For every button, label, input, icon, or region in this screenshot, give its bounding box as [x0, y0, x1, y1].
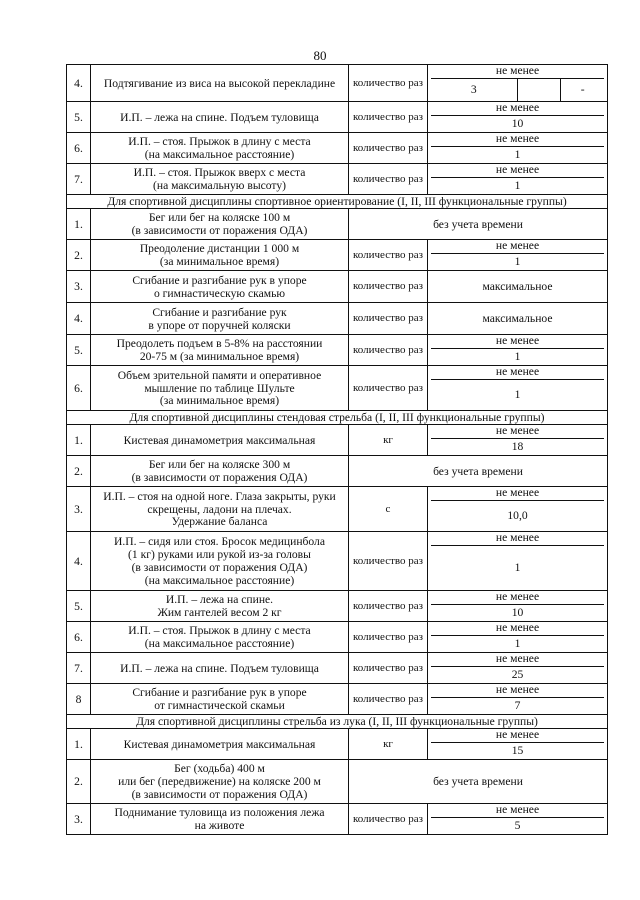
norm-value-box	[431, 532, 604, 590]
row-number: 8	[67, 684, 91, 715]
norm-qualifier: не менее	[431, 804, 604, 818]
table-row	[67, 729, 608, 760]
norm-value	[428, 591, 608, 622]
norm-qualifier: не менее	[431, 133, 604, 147]
exercise-name: Бег или бег на коляске 100 м (в зависимости от поражения ОДА)	[91, 209, 349, 240]
norm-number: 10	[511, 605, 524, 619]
unit-cell: количество раз	[349, 653, 428, 684]
exercise-name: И.П. – стоя. Прыжок в длину с места (на максимальное расстояние)	[91, 133, 349, 164]
row-number: 1.	[67, 209, 91, 240]
norm-value-box	[431, 804, 604, 834]
norm-number: 25	[511, 667, 524, 681]
norm-value-box	[431, 591, 604, 621]
norm-number: 1	[514, 560, 521, 574]
norm-value	[428, 532, 608, 591]
norm-number: 7	[514, 698, 521, 712]
exercise-name: Преодоление дистанции 1 000 м (за минимальное время)	[91, 240, 349, 271]
section-heading: Для спортивной дисциплины спортивное ориентирование (I, II, III функциональные группы)	[67, 195, 608, 209]
unit-cell: количество раз	[349, 65, 428, 102]
norm-value-box	[431, 102, 604, 132]
norm-number: 15	[511, 743, 524, 757]
norm-value-box	[431, 133, 604, 163]
exercise-name: Сгибание и разгибание рук в упоре от гимнастической скамьи	[91, 684, 349, 715]
row-number: 6.	[67, 133, 91, 164]
table-row	[67, 456, 608, 487]
norm-value	[428, 622, 608, 653]
row-number: 6.	[67, 622, 91, 653]
table-row	[67, 591, 608, 622]
section-row	[67, 195, 608, 209]
exercise-name: Бег или бег на коляске 300 м (в зависимости от поражения ОДА)	[91, 456, 349, 487]
unit-cell: количество раз	[349, 102, 428, 133]
table-row	[67, 164, 608, 195]
norm-qualifier: не менее	[431, 487, 604, 501]
unit-cell: количество раз	[349, 240, 428, 271]
norm-number-empty	[517, 79, 561, 101]
norm-value-wide: без учета времени	[349, 209, 608, 240]
table-row	[67, 102, 608, 133]
norm-value-box	[431, 487, 604, 531]
table-row	[67, 622, 608, 653]
table-row	[67, 760, 608, 804]
norm-qualifier: не менее	[431, 591, 604, 605]
norm-number-extra: -	[560, 79, 604, 101]
norm-value	[428, 366, 608, 411]
norm-number: 1	[514, 636, 521, 650]
norm-number: 10,0	[507, 508, 528, 522]
norm-qualifier: не менее	[431, 622, 604, 636]
norm-value: максимальное	[428, 303, 608, 335]
exercise-name: И.П. – стоя. Прыжок в длину с места (на максимальное расстояние)	[91, 622, 349, 653]
row-number: 1.	[67, 425, 91, 456]
norm-value	[428, 164, 608, 195]
table-row	[67, 487, 608, 532]
row-number: 3.	[67, 487, 91, 532]
norm-number: 18	[511, 439, 524, 453]
unit-cell: количество раз	[349, 271, 428, 303]
norm-number: 5	[514, 818, 521, 832]
norm-number: 1	[514, 349, 521, 363]
exercise-name: Подтягивание из виса на высокой перекладине	[91, 65, 349, 102]
exercise-name: Объем зрительной памяти и оперативное мышление по таблице Шульте (за минимальное время)	[91, 366, 349, 411]
row-number: 7.	[67, 653, 91, 684]
table-row	[67, 133, 608, 164]
norm-qualifier: не менее	[431, 425, 604, 439]
table-row	[67, 366, 608, 411]
norm-qualifier: не менее	[431, 729, 604, 743]
table-row	[67, 209, 608, 240]
unit-cell: количество раз	[349, 133, 428, 164]
norm-qualifier: не менее	[431, 240, 604, 254]
norm-number: 10	[511, 116, 524, 130]
norm-qualifier: не менее	[431, 335, 604, 349]
norm-value	[428, 240, 608, 271]
exercise-name: И.П. – лежа на спине. Подъем туловища	[91, 653, 349, 684]
norm-value	[428, 425, 608, 456]
norm-value	[428, 653, 608, 684]
norm-value-wide: без учета времени	[349, 456, 608, 487]
exercise-name: Кистевая динамометрия максимальная	[91, 425, 349, 456]
exercise-name: Сгибание и разгибание рук в упоре от поручней коляски	[91, 303, 349, 335]
table-row	[67, 425, 608, 456]
norm-number: 1	[514, 254, 521, 268]
unit-cell: количество раз	[349, 684, 428, 715]
exercise-name: Бег (ходьба) 400 м или бег (передвижение) на коляске 200 м (в зависимости от поражения ОДА)	[91, 760, 349, 804]
unit-cell: с	[349, 487, 428, 532]
table-row	[67, 240, 608, 271]
norm-value	[428, 335, 608, 366]
norm-value-box	[431, 729, 604, 759]
norm-qualifier: не менее	[431, 653, 604, 667]
exercise-name: И.П. – стоя на одной ноге. Глаза закрыты, руки скрещены, ладони на плечах. Удержание баланса	[91, 487, 349, 532]
unit-cell: кг	[349, 729, 428, 760]
norm-value	[428, 804, 608, 835]
unit-cell: количество раз	[349, 366, 428, 411]
row-number: 2.	[67, 240, 91, 271]
norm-number: 1	[514, 147, 521, 161]
norm-value-box	[431, 164, 604, 194]
norm-number: 1	[514, 387, 521, 401]
row-number: 6.	[67, 366, 91, 411]
norm-value-box	[431, 335, 604, 365]
unit-cell: количество раз	[349, 532, 428, 591]
norm-qualifier: не менее	[431, 532, 604, 546]
norm-value	[428, 102, 608, 133]
exercise-name: Сгибание и разгибание рук в упоре о гимнастическую скамью	[91, 271, 349, 303]
row-number: 5.	[67, 591, 91, 622]
table-row	[67, 653, 608, 684]
exercise-name: Кистевая динамометрия максимальная	[91, 729, 349, 760]
row-number: 5.	[67, 102, 91, 133]
table-row	[67, 65, 608, 102]
unit-cell: количество раз	[349, 164, 428, 195]
row-number: 4.	[67, 532, 91, 591]
section-row	[67, 411, 608, 425]
unit-cell: кг	[349, 425, 428, 456]
unit-cell: количество раз	[349, 591, 428, 622]
row-number: 4.	[67, 303, 91, 335]
norm-split	[431, 79, 604, 101]
standards-table-body	[67, 65, 608, 835]
exercise-name: И.П. – сидя или стоя. Бросок медицинбола (1 кг) руками или рукой из-за головы (в зависимости от поражения ОДА) (на максимальное расстояние)	[91, 532, 349, 591]
page-number: 80	[313, 48, 327, 63]
norm-number	[431, 79, 604, 101]
norm-number: 1	[514, 178, 521, 192]
table-row	[67, 684, 608, 715]
table-row	[67, 271, 608, 303]
norm-value-box	[431, 653, 604, 683]
norm-qualifier: не менее	[431, 164, 604, 178]
exercise-name: И.П. – стоя. Прыжок вверх с места (на максимальную высоту)	[91, 164, 349, 195]
norm-value-box	[431, 366, 604, 410]
row-number: 2.	[67, 456, 91, 487]
norm-qualifier: не менее	[431, 102, 604, 116]
section-heading: Для спортивной дисциплины стрельба из лука (I, II, III функциональные группы)	[67, 715, 608, 729]
exercise-name: И.П. – лежа на спине. Жим гантелей весом 2 кг	[91, 591, 349, 622]
table-row	[67, 303, 608, 335]
unit-cell: количество раз	[349, 804, 428, 835]
norm-value-wide: без учета времени	[349, 760, 608, 804]
row-number: 5.	[67, 335, 91, 366]
norm-value: максимальное	[428, 271, 608, 303]
norm-value	[428, 65, 608, 102]
norm-value-box	[431, 622, 604, 652]
norm-value	[428, 487, 608, 532]
norm-value-box	[431, 240, 604, 270]
norm-number-main: 3	[470, 82, 477, 96]
norm-value	[428, 684, 608, 715]
table-row	[67, 532, 608, 591]
row-number: 2.	[67, 760, 91, 804]
unit-cell: количество раз	[349, 303, 428, 335]
unit-cell: количество раз	[349, 335, 428, 366]
norm-value	[428, 729, 608, 760]
row-number: 3.	[67, 804, 91, 835]
exercise-name: И.П. – лежа на спине. Подъем туловища	[91, 102, 349, 133]
section-heading: Для спортивной дисциплины стендовая стрельба (I, II, III функциональные группы)	[67, 411, 608, 425]
exercise-name: Поднимание туловища из положения лежа на животе	[91, 804, 349, 835]
norm-qualifier: не менее	[431, 684, 604, 698]
norm-value	[428, 133, 608, 164]
table-row	[67, 335, 608, 366]
norm-value-box	[431, 65, 604, 101]
unit-cell: количество раз	[349, 622, 428, 653]
row-number: 4.	[67, 65, 91, 102]
norm-qualifier: не менее	[431, 366, 604, 380]
row-number: 1.	[67, 729, 91, 760]
table-row	[67, 804, 608, 835]
exercise-name: Преодолеть подъем в 5-8% на расстоянии 20-75 м (за минимальное время)	[91, 335, 349, 366]
norm-qualifier: не менее	[431, 65, 604, 79]
row-number: 3.	[67, 271, 91, 303]
norm-value-box	[431, 425, 604, 455]
standards-table	[66, 64, 608, 835]
section-row	[67, 715, 608, 729]
row-number: 7.	[67, 164, 91, 195]
norm-value-box	[431, 684, 604, 714]
